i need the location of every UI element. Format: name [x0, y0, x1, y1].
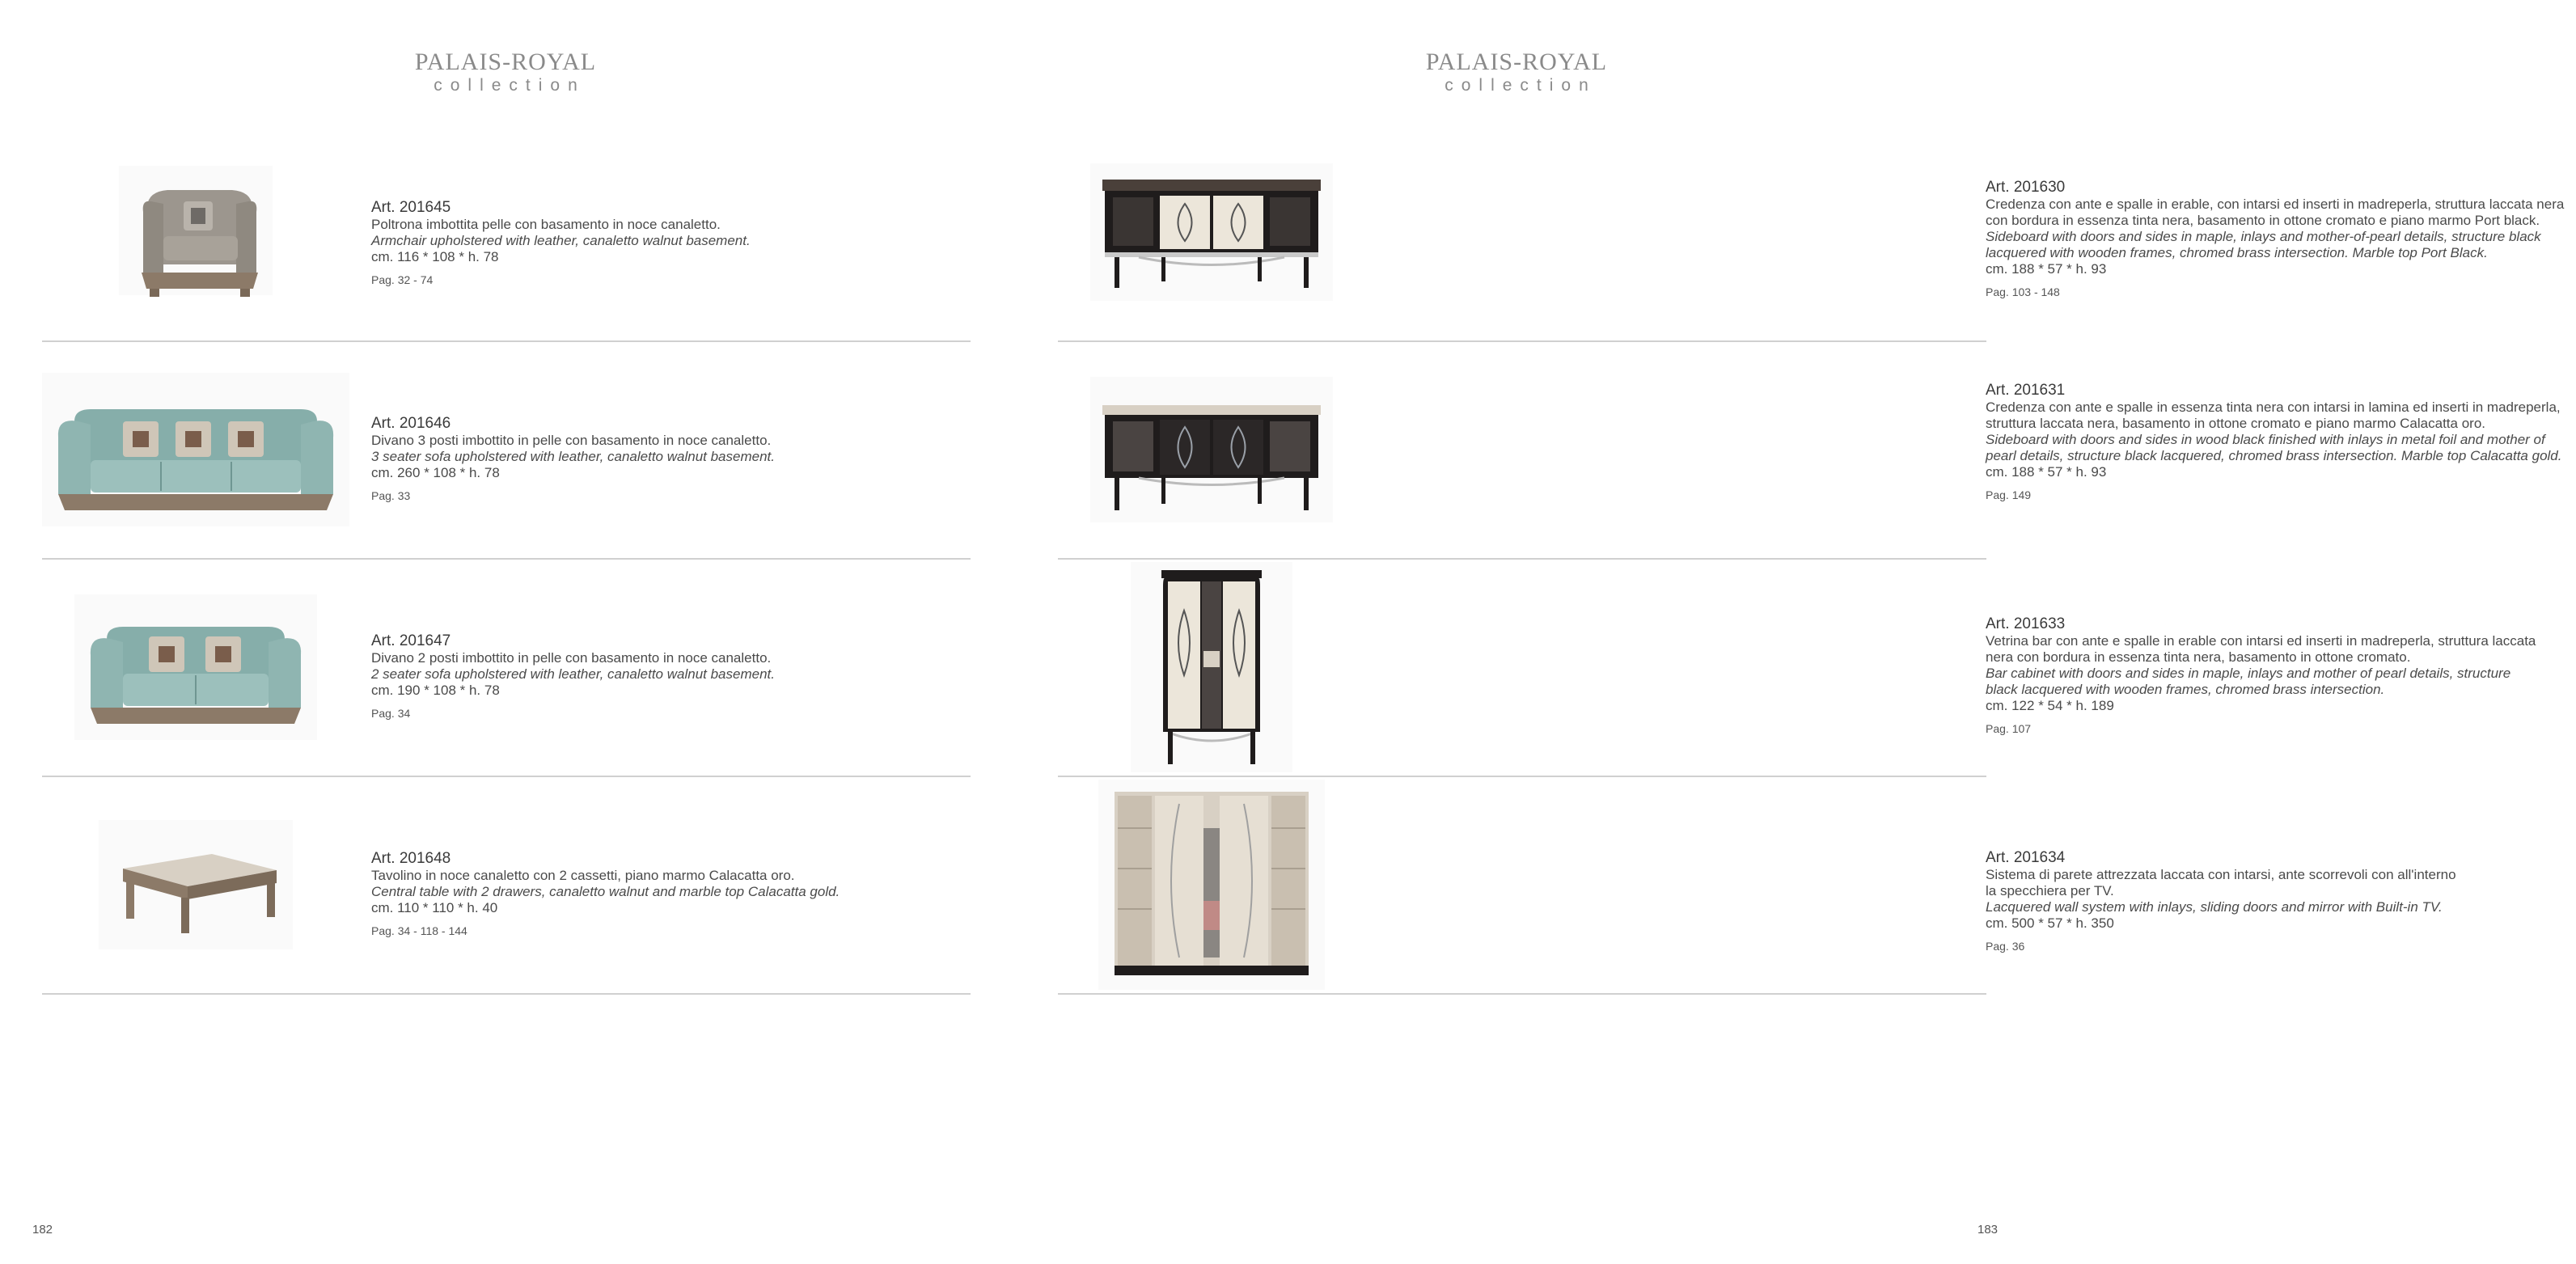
product-description — [1986, 616, 2576, 737]
left-page — [0, 0, 1011, 1264]
brand-subtitle: collection — [434, 76, 586, 95]
product-row-201631 — [1058, 340, 2562, 560]
page-reference: Pag. 34 - 118 - 144 — [371, 924, 467, 937]
product-description — [371, 200, 962, 288]
page-reference: Pag. 32 - 74 — [371, 273, 434, 286]
coffee-table-image — [42, 776, 349, 993]
dimensions: cm. 260 * 108 * h. 78 — [371, 465, 500, 480]
two-seater-sofa-image — [42, 558, 349, 776]
bar-cabinet-image — [1058, 558, 1365, 776]
product-description — [1986, 383, 2576, 503]
italian-description: Poltrona imbottita pelle con basamento in noce canaletto. — [371, 217, 721, 232]
italian-description-line2: nera con bordura in essenza tinta nera, basamento in ottone cromato. — [1986, 649, 2411, 665]
english-description-line1: Sideboard with doors and sides in wood black finished with inlays in metal foil and mother of — [1986, 432, 2545, 447]
product-description — [1986, 180, 2576, 300]
english-description-line2: black lacquered with wooden frames, chromed brass intersection. — [1986, 682, 2385, 697]
page-number-right: 183 — [1977, 1223, 1999, 1237]
italian-description-line1: Credenza con ante e spalle in erable, con intarsi ed inserti in madreperla, struttura laccata nera — [1986, 197, 2565, 212]
product-row-201633 — [1058, 558, 2536, 777]
article-number: Art. 201648 — [371, 850, 451, 867]
english-description-line2: pearl details, structure black lacquered, chromed brass intersection. Marble top Calacatta gold. — [1986, 448, 2562, 463]
brand-subtitle: collection — [1445, 76, 1597, 95]
dimensions: cm. 188 * 57 * h. 93 — [1986, 261, 2107, 277]
page-reference: Pag. 34 — [371, 707, 411, 720]
product-description — [1986, 850, 2576, 954]
italian-description-line1: Credenza con ante e spalle in essenza tinta nera con intarsi in lamina ed inserti in madreperla, — [1986, 399, 2561, 415]
product-row-201648 — [42, 776, 971, 995]
product-row-201646 — [42, 340, 971, 560]
italian-description-line1: Sistema di parete attrezzata laccata con intarsi, ante scorrevoli con all'interno — [1986, 867, 2456, 882]
dimensions: cm. 110 * 110 * h. 40 — [371, 900, 498, 915]
sideboard-dark-doors-image — [1058, 340, 1365, 558]
italian-description: Divano 2 posti imbottito in pelle con basamento in noce canaletto. — [371, 650, 772, 666]
dimensions: cm. 188 * 57 * h. 93 — [1986, 464, 2107, 480]
english-description-line1: Sideboard with doors and sides in maple, inlays and mother-of-pearl details, structure black — [1986, 229, 2541, 244]
product-row-201634 — [1058, 776, 2456, 995]
english-description-line1: Lacquered wall system with inlays, sliding doors and mirror with Built-in TV. — [1986, 899, 2443, 915]
article-number: Art. 201647 — [371, 632, 451, 649]
italian-description: Divano 3 posti imbottito in pelle con basamento in noce canaletto. — [371, 433, 772, 448]
english-description: Central table with 2 drawers, canaletto walnut and marble top Calacatta gold. — [371, 884, 840, 899]
dimensions: cm. 190 * 108 * h. 78 — [371, 683, 500, 698]
article-number: Art. 201633 — [1986, 615, 2066, 632]
collection-header-left — [0, 49, 1011, 95]
article-number: Art. 201645 — [371, 199, 451, 216]
article-number: Art. 201631 — [1986, 382, 2066, 399]
article-number: Art. 201646 — [371, 415, 451, 432]
product-row-201630 — [1058, 123, 2565, 342]
page-reference: Pag. 36 — [1986, 940, 2025, 953]
product-row-201647 — [42, 558, 971, 777]
dimensions: cm. 122 * 54 * h. 189 — [1986, 698, 2114, 713]
italian-description-line2: la specchiera per TV. — [1986, 883, 2114, 898]
product-description — [371, 851, 962, 939]
brand-title: PALAIS-ROYAL — [1425, 49, 1608, 75]
armchair-image — [42, 123, 349, 340]
english-description-line1: Bar cabinet with doors and sides in maple, inlays and mother of pearl details, structure — [1986, 666, 2511, 681]
english-description: Armchair upholstered with leather, canaletto walnut basement. — [371, 233, 751, 248]
product-row-201645 — [42, 123, 971, 342]
italian-description-line2: struttura laccata nera, basamento in ottone cromato e piano marmo Calacatta oro. — [1986, 416, 2485, 431]
wall-system-image — [1058, 776, 1365, 993]
english-description-line2: lacquered with wooden frames, chromed brass intersection. Marble top Port Black. — [1986, 245, 2488, 260]
page-reference: Pag. 33 — [371, 489, 411, 502]
sideboard-light-doors-image — [1058, 123, 1365, 340]
page-reference: Pag. 149 — [1986, 488, 2032, 501]
english-description: 3 seater sofa upholstered with leather, canaletto walnut basement. — [371, 449, 775, 464]
product-description — [371, 416, 962, 504]
page-number-left: 182 — [32, 1223, 53, 1237]
page-reference: Pag. 103 - 148 — [1986, 285, 2060, 298]
collection-header-right — [1011, 49, 2022, 95]
italian-description-line1: Vetrina bar con ante e spalle in erable con intarsi ed inserti in madreperla, struttura laccata — [1986, 633, 2536, 649]
dimensions: cm. 116 * 108 * h. 78 — [371, 249, 499, 264]
product-description — [371, 633, 962, 721]
italian-description-line2: con bordura in essenza tinta nera, basamento in ottone cromato e piano marmo Port black. — [1986, 213, 2540, 228]
brand-title: PALAIS-ROYAL — [414, 49, 597, 75]
dimensions: cm. 500 * 57 * h. 350 — [1986, 915, 2114, 931]
italian-description: Tavolino in noce canaletto con 2 cassetti, piano marmo Calacatta oro. — [371, 868, 795, 883]
article-number: Art. 201634 — [1986, 849, 2066, 866]
english-description: 2 seater sofa upholstered with leather, canaletto walnut basement. — [371, 666, 775, 682]
page-reference: Pag. 107 — [1986, 722, 2032, 735]
three-seater-sofa-image — [42, 340, 349, 558]
article-number: Art. 201630 — [1986, 179, 2066, 196]
right-page — [1011, 0, 2565, 1264]
